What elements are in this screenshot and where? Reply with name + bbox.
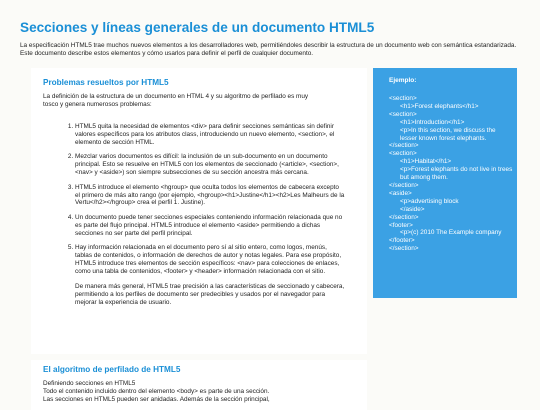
code-line: </section>	[389, 245, 419, 253]
algorithm-line: Todo el contenido incluido dentro del elemento <body> es parte de una sección.	[43, 388, 270, 396]
code-line: <p>advertising block	[400, 197, 459, 205]
page-title: Secciones y líneas generales de un documento HTML5	[20, 20, 375, 35]
problems-panel	[31, 68, 367, 354]
algorithm-line: Las secciones en HTML5 pueden ser anidadas. Además de la sección principal,	[43, 396, 270, 404]
code-line: </aside>	[400, 205, 425, 213]
code-line: <section>	[389, 150, 417, 158]
code-line: <footer>	[389, 221, 413, 229]
code-line: <p>Forest elephants do not live in trees but among them.	[400, 166, 513, 182]
algorithm-line: Definiendo secciones en HTML5	[43, 380, 136, 387]
problems-closing: De manera más general, HTML5 trae precisión a las características de seccionado y cabecera, permitiendo a los perfiles de documento ser predecibles y usados por el navegador para mejorar la experiencia de usuario.	[75, 282, 345, 306]
example-box	[373, 68, 517, 298]
code-line: <section>	[389, 95, 417, 102]
problems-heading: Problemas resueltos por HTML5	[43, 78, 169, 87]
code-line: </footer>	[389, 237, 415, 245]
algorithm-panel	[31, 360, 367, 410]
problems-list	[57, 123, 345, 313]
code-line: <h1>Introduction</h1>	[400, 118, 465, 126]
intro-paragraph: La especificación HTML5 trae muchos nuevos elementos a los desarrolladores web, permitiéndoles describir la estructura de un documento web con semántica estandarizada. Este documento describe estos elementos y cómo usarlos para definir el perfil de cualquier documento.	[20, 42, 517, 58]
code-line: <h1>Habitat</h1>	[400, 158, 452, 166]
example-heading: Ejemplo:	[389, 77, 417, 84]
list-item: 2. Mezclar varios documentos es difícil: la inclusión de un sub-documento en un documento principal. Esto se resuelve en HTML5 con los elementos de seccionado (<article>, <section>, <nav> y <aside>) son siempre subsecciones de su sección ancestra más cercana.	[75, 153, 345, 177]
code-line: <p>In this section, we discuss the lesser known forest elephants.	[400, 126, 496, 142]
code-line: </section>	[389, 213, 419, 221]
list-item: 3. HTML5 introduce el elemento <hgroup> que oculta todos los elementos de cabecera excepto el primero de más alto rango (por ejemplo, <hgroup><h1>Justine</h1><h2>Les Malheurs de la Vertu</h2></hgroup> crea el perfil 1. Justine).	[75, 184, 345, 208]
algorithm-heading: El algoritmo de perfilado de HTML5	[43, 365, 181, 374]
code-line: </section>	[389, 142, 419, 150]
list-item: 4. Un documento puede tener secciones especiales conteniendo información relacionada que no es parte del flujo principal. HTML5 introduce el elemento <aside> permitiendo a dichas secciones no ser parte del perfil principal.	[75, 214, 345, 238]
code-line: <h1>Forest elephants</h1>	[400, 102, 479, 110]
algorithm-body	[43, 380, 343, 405]
code-line: <p>(c) 2010 The Example company	[400, 229, 502, 237]
problems-intro: La definición de la estructura de un documento en HTML 4 y su algoritmo de perfilado es muy tosco y genera numerosos problemas:	[43, 93, 309, 109]
code-line: </section>	[389, 181, 419, 189]
code-line: <section>	[389, 110, 417, 118]
list-item: 1. HTML5 quita la necesidad de elementos <div> para definir secciones semánticas sin definir valores específicos para los atributos class, introduciendo un nuevo elemento, <section>, el elemento de sección HTML.	[75, 123, 345, 147]
list-item: 5. Hay información relacionada en el documento pero sí al sitio entero, como logos, menús, tablas de contenidos, o información de derechos de autor y notas legales. Para ese propósito, HTML5 introduce tres elementos de sección específicos: <nav> para colecciones de enlaces, como una tabla de contenidos, <footer> y <header> información relacionada con el sitio. De manera más general, HTML5 trae precisión a las características de seccionado y cabecera, permitiendo a los perfiles de documento ser predecibles y usados por el navegador para mejorar la experiencia de usuario.	[75, 244, 345, 306]
example-code	[389, 95, 513, 253]
code-line: <aside>	[389, 189, 412, 197]
